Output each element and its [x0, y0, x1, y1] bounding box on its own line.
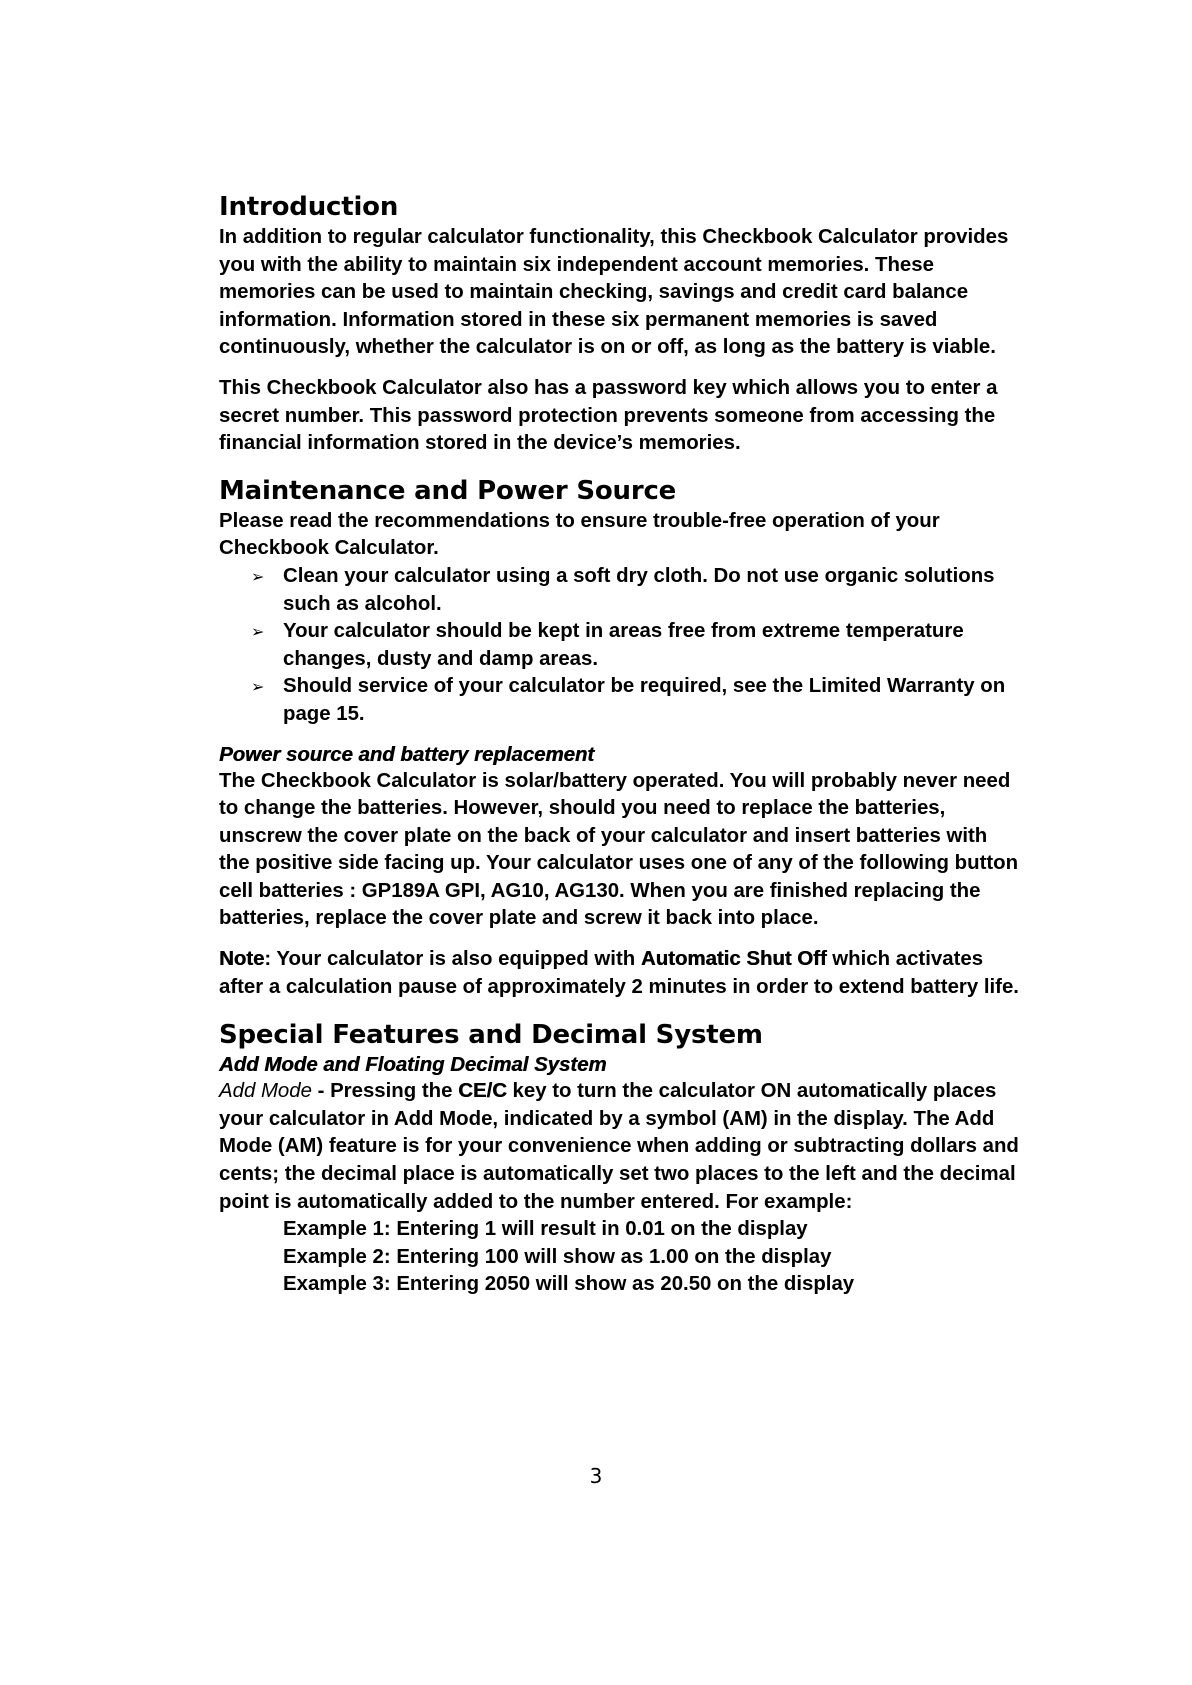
manual-page	[219, 190, 1019, 1299]
maintenance-heading: Maintenance and Power Source	[219, 475, 677, 506]
power-source-paragraph: The Checkbook Calculator is solar/battery operated. You will probably never need to change the batteries. However, should you need to replace the batteries, unscrew the cover plate on the back of your calculator and insert batteries with the positive side facing up. Your calculator uses one of any of the following button cell batteries : GP189A GPI, AG10, AG130. When you are finished replacing the batteries, replace the cover plate and screw it back into place.	[219, 769, 1019, 930]
intro-paragraph-1: In addition to regular calculator functionality, this Checkbook Calculator provides you with the ability to maintain six independent account memories. These memories can be used to maintain checking, savings and credit card balance information. Information stored in these six permanent memories is saved continuously, whether the calculator is on or off, as long as the battery is viable.	[219, 226, 1009, 359]
power-source-subheading: Power source and battery replacement	[219, 743, 595, 766]
bullet-item	[251, 618, 1019, 673]
bullet-text: Your calculator should be kept in areas free from extreme temperature changes, dusty and damp areas.	[283, 620, 964, 670]
example-line: Example 1: Entering 1 will result in 0.01 on the display	[283, 1218, 808, 1241]
add-mode-label: Add Mode	[219, 1080, 312, 1103]
add-mode-subheading: Add Mode and Floating Decimal System	[219, 1054, 607, 1077]
page-number: 3	[589, 1464, 603, 1488]
maintenance-intro: Please read the recommendations to ensure trouble-free operation of your Checkbook Calculator.	[219, 509, 940, 560]
note-paragraph: Note: Your calculator is also equipped with Automatic Shut Off which activates after a calculation pause of approximately 2 minutes in order to extend battery life.	[219, 948, 1019, 998]
bullet-text: Should service of your calculator be required, see the Limited Warranty on page 15.	[283, 675, 1006, 725]
example-line: Example 2: Entering 100 will show as 1.00 on the display	[283, 1245, 832, 1268]
introduction-heading: Introduction	[219, 192, 399, 222]
auto-shut-off-label: Automatic Shut Off	[640, 948, 827, 971]
example-list	[219, 1216, 1019, 1299]
bullet-text: Clean your calculator using a soft dry cloth. Do not use organic solutions such as alcohol.	[283, 564, 995, 615]
example-line: Example 3: Entering 2050 will show as 20.50 on the display	[283, 1273, 855, 1296]
ce-c-key-label: CE/C	[458, 1080, 507, 1103]
arrow-bullet-icon: ➢	[251, 677, 265, 697]
maintenance-bullet-list	[219, 563, 1019, 729]
arrow-bullet-icon: ➢	[251, 622, 265, 642]
bullet-item	[251, 673, 1019, 728]
bullet-item	[251, 563, 1019, 618]
special-features-heading: Special Features and Decimal System	[219, 1020, 763, 1051]
intro-paragraph-2: This Checkbook Calculator also has a password key which allows you to enter a secret number. This password protection prevents someone from accessing the financial information stored in the device’s memories.	[219, 376, 998, 455]
add-mode-paragraph: Add Mode - Pressing the CE/C key to turn the calculator ON automatically places your calculator in Add Mode, indicated by a symbol (AM) in the display. The Add Mode (AM) feature is for your convenience when adding or subtracting dollars and cents; the decimal place is automatically set two places to the left and the decimal point is automatically added to the number entered. For example:	[219, 1080, 1019, 1213]
note-label: Note	[219, 948, 265, 971]
arrow-bullet-icon: ➢	[251, 566, 265, 586]
